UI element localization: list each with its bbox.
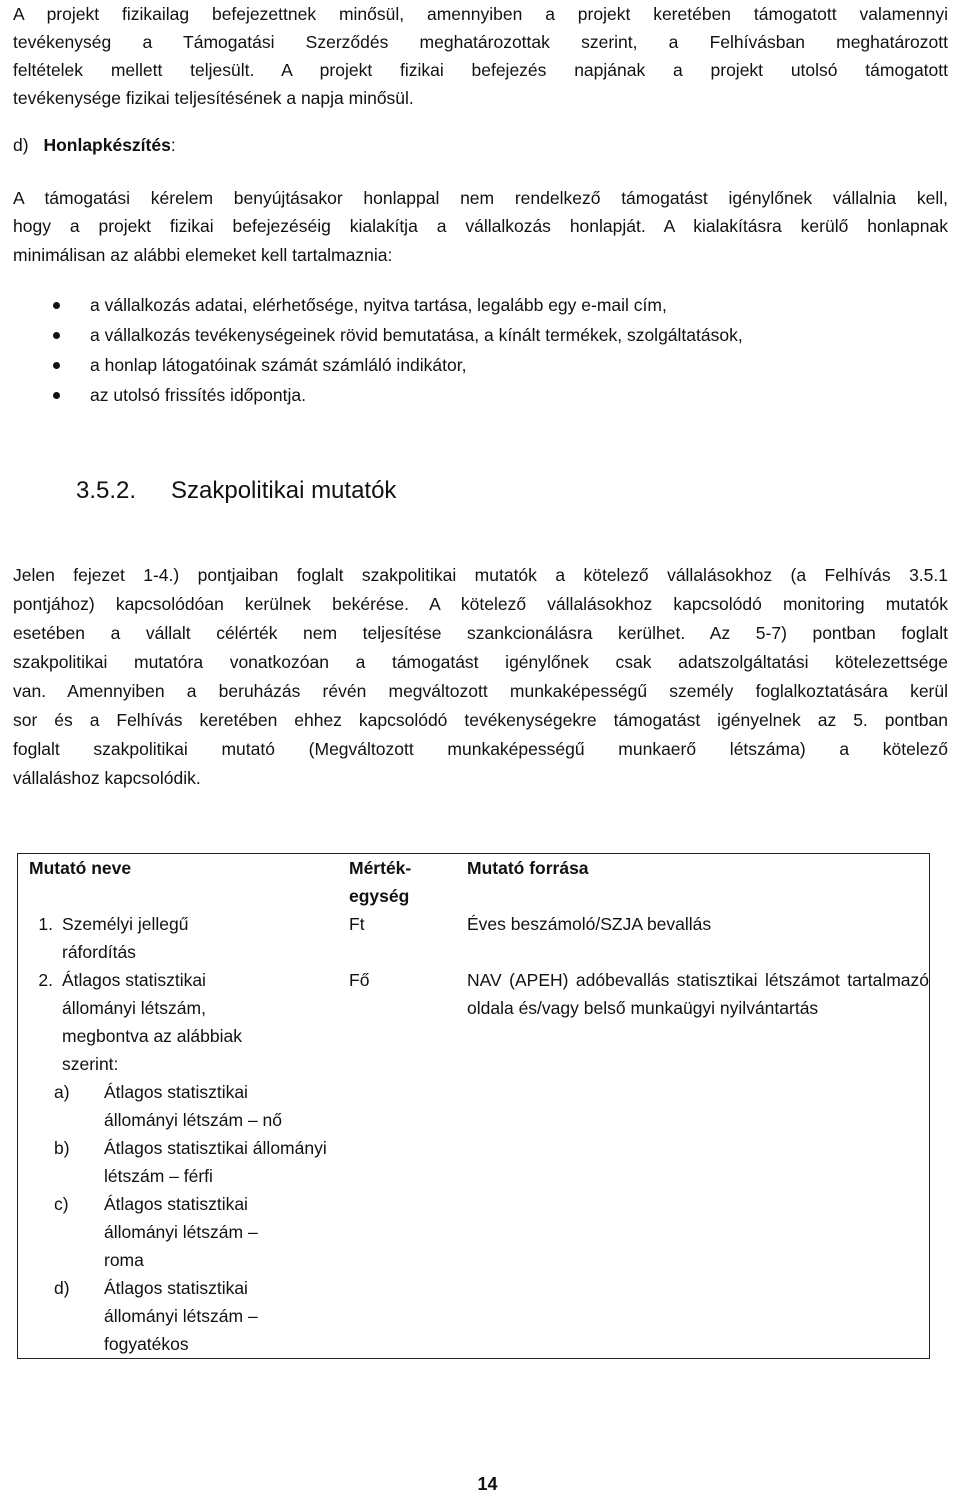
paragraph-line: A támogatási kérelem benyújtásakor honlappal nem rendelkező támogatást igénylőnek vállalnia kell,: [13, 188, 948, 208]
list-item: a vállalkozás tevékenységeinek rövid bemutatása, a kínált termékek, szolgáltatások,: [13, 320, 743, 350]
row-number: 2.: [38, 970, 53, 990]
heading-title: Szakpolitikai mutatók: [171, 477, 397, 504]
page-number: 14: [477, 1474, 498, 1494]
section-heading-d: [13, 131, 176, 159]
paragraph-line: sor és a Felhívás keretében ehhez kapcsolódó tevékenységekre támogatást igényelnek az 5. pontban: [13, 710, 948, 730]
column-header: Mérték-egység: [349, 858, 412, 906]
paragraph-line: Jelen fejezet 1-4.) pontjaiban foglalt szakpolitikai mutatók a kötelező vállalásokhoz (a Felhívás 3.5.1: [13, 565, 948, 585]
indicator-name: Személyi jellegű ráfordítás: [62, 914, 189, 962]
list-item: a honlap látogatóinak számát számláló indikátor,: [13, 350, 743, 380]
paragraph-line: pontjához) kapcsolódóan kerülnek bekérése. A kötelező vállalásokhoz kapcsolódó monitoring mutatók: [13, 594, 948, 614]
table-row: [18, 910, 930, 966]
sub-item: b) Átlagos statisztikai állományi létszám – férfi: [54, 1138, 327, 1186]
paragraph-line: tevékenysége fizikai teljesítésének a napja minősül.: [13, 88, 414, 108]
table-row: [18, 966, 930, 1359]
chapter-heading: [76, 476, 396, 506]
section-title: Honlapkészítés: [43, 135, 171, 155]
list-item: az utolsó frissítés időpontja.: [13, 380, 743, 410]
bullet-icon: [53, 392, 60, 399]
indicator-name: Átlagos statisztikai állományi létszám, megbontva az alábbiak szerint:: [62, 970, 242, 1074]
indicator-unit: Fő: [349, 970, 370, 990]
list-item: a vállalkozás adatai, elérhetősége, nyitva tartása, legalább egy e-mail cím,: [13, 290, 743, 320]
column-header: Mutató neve: [29, 858, 132, 878]
indicator-source: NAV (APEH) adóbevallás statisztikai létszámot tartalmazó oldala és/vagy belső munkaügyi nyilvántartás: [467, 970, 929, 1018]
row-number: 1.: [38, 914, 53, 934]
section-marker: d): [13, 135, 29, 155]
sub-item: c) Átlagos statisztikai állományi létszám – roma: [54, 1194, 258, 1270]
bullet-icon: [53, 332, 60, 339]
paragraph-line: A projekt fizikailag befejezettnek minősül, amennyiben a projekt keretében támogatott valamennyi: [13, 4, 948, 24]
paragraph-line: tevékenység a Támogatási Szerződés meghatározottak szerint, a Felhívásban meghatározott: [13, 32, 948, 52]
paragraph-line: van. Amennyiben a beruházás révén megváltozott munkaképességű személy foglalkoztatására kerül: [13, 681, 948, 701]
paragraph-line: minimálisan az alábbi elemeket kell tartalmaznia:: [13, 245, 393, 265]
indicator-source: Éves beszámoló/SZJA bevallás: [467, 914, 712, 934]
sub-item: a) Átlagos statisztikai állományi létszám – nő: [54, 1082, 282, 1130]
paragraph-line: vállaláshoz kapcsolódik.: [13, 768, 201, 788]
heading-number: 3.5.2.: [76, 477, 137, 504]
paragraph-line: feltételek mellett teljesült. A projekt fizikai befejezés napjának a projekt utolsó támogatott: [13, 60, 948, 80]
indicator-table: [17, 853, 930, 1359]
sub-item: d) Átlagos statisztikai állományi létszám – fogyatékos: [54, 1278, 258, 1354]
paragraph-line: foglalt szakpolitikai mutató (Megváltozott munkaképességű munkaerő létszáma) a kötelező: [13, 739, 948, 759]
section-colon: :: [170, 135, 176, 155]
paragraph-line: szakpolitikai mutatóra vonatkozóan a támogatást igénylőnek csak adatszolgáltatási kötelezettsége: [13, 652, 948, 672]
table-header-row: [18, 854, 930, 911]
bullet-list: [13, 290, 743, 410]
column-header: Mutató forrása: [467, 858, 589, 878]
bullet-icon: [53, 302, 60, 309]
indicator-unit: Ft: [349, 914, 365, 934]
bullet-icon: [53, 362, 60, 369]
paragraph-line: esetében a vállalt célérték nem teljesítése szankcionálásra kerülhet. Az 5-7) pontban foglalt: [13, 623, 948, 643]
paragraph-line: hogy a projekt fizikai befejezéséig kialakítja a vállalkozás honlapját. A kialakításra kerülő honlapnak: [13, 216, 948, 236]
